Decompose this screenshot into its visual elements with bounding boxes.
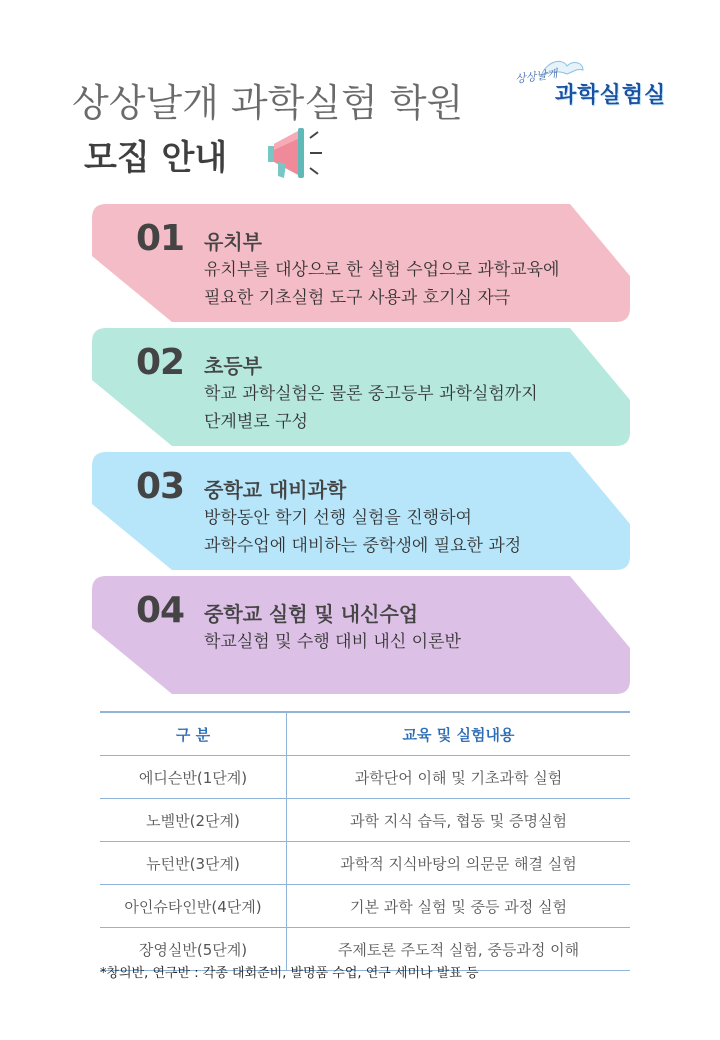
card-number: 04 <box>136 590 185 631</box>
card-description <box>204 504 521 560</box>
card-description-line: 학교 과학실험은 물론 중고등부 과학실험까지 <box>204 384 538 404</box>
page-title: 상상날개 과학실험 학원 <box>72 81 464 125</box>
card-title: 중학교 실험 및 내신수업 <box>204 602 419 626</box>
card-description-line: 필요한 기초실험 도구 사용과 호기심 자극 <box>204 288 511 308</box>
card-description-line: 학교실험 및 수행 대비 내신 이론반 <box>204 632 461 652</box>
page-subtitle: 모집 안내 <box>84 138 228 178</box>
card-description-line: 과학수업에 대비하는 중학생에 필요한 과정 <box>204 536 522 556</box>
table-cell-class: 노벨반(2단계) <box>100 799 287 842</box>
card-title: 유치부 <box>204 230 262 254</box>
footnote: *창의반, 연구반 : 각종 대회준비, 발명품 수업, 연구 세미나 발표 등 <box>100 966 479 981</box>
table-cell-class: 아인슈타인반(4단계) <box>100 885 287 928</box>
table-cell-content: 과학단어 이해 및 기초과학 실험 <box>287 756 631 799</box>
card-description <box>204 256 559 312</box>
card-description-line: 방학동안 학기 선행 실험을 진행하여 <box>204 508 472 528</box>
logo-small-text: 상상날개 <box>514 67 559 86</box>
logo-big-text: 과학실험실 <box>555 83 667 108</box>
table-cell-content: 기본 과학 실험 및 중등 과정 실험 <box>287 885 631 928</box>
table-header-category: 구 분 <box>100 712 287 756</box>
program-card-kindergarten <box>92 204 630 322</box>
academy-logo <box>515 56 665 116</box>
table-row <box>100 842 630 885</box>
card-title: 중학교 대비과학 <box>204 478 347 502</box>
card-title: 초등부 <box>204 354 262 378</box>
table-cell-content: 주제토론 주도적 실험, 중등과정 이해 <box>287 928 631 971</box>
table-row <box>100 756 630 799</box>
table-row <box>100 799 630 842</box>
table-cell-class: 장영실반(5단계) <box>100 928 287 971</box>
card-description-line: 유치부를 대상으로 한 실험 수업으로 과학교육에 <box>204 260 560 280</box>
card-number: 03 <box>136 466 185 507</box>
curriculum-table <box>100 711 630 971</box>
program-card-middle-prep <box>92 452 630 570</box>
card-description-line: 단계별로 구성 <box>204 412 308 432</box>
table-header-content: 교육 및 실험내용 <box>287 712 631 756</box>
program-card-elementary <box>92 328 630 446</box>
table-cell-content: 과학 지식 습득, 협동 및 증명실험 <box>287 799 631 842</box>
table-header-row <box>100 712 630 756</box>
card-description <box>204 380 538 436</box>
card-description <box>204 628 461 656</box>
table-cell-content: 과학적 지식바탕의 의문문 해결 실험 <box>287 842 631 885</box>
table-cell-class: 뉴턴반(3단계) <box>100 842 287 885</box>
megaphone-icon <box>260 124 326 182</box>
card-number: 02 <box>136 342 185 383</box>
card-number: 01 <box>136 218 185 259</box>
table-cell-class: 에디슨반(1단계) <box>100 756 287 799</box>
program-card-middle-exam <box>92 576 630 694</box>
table-row <box>100 885 630 928</box>
